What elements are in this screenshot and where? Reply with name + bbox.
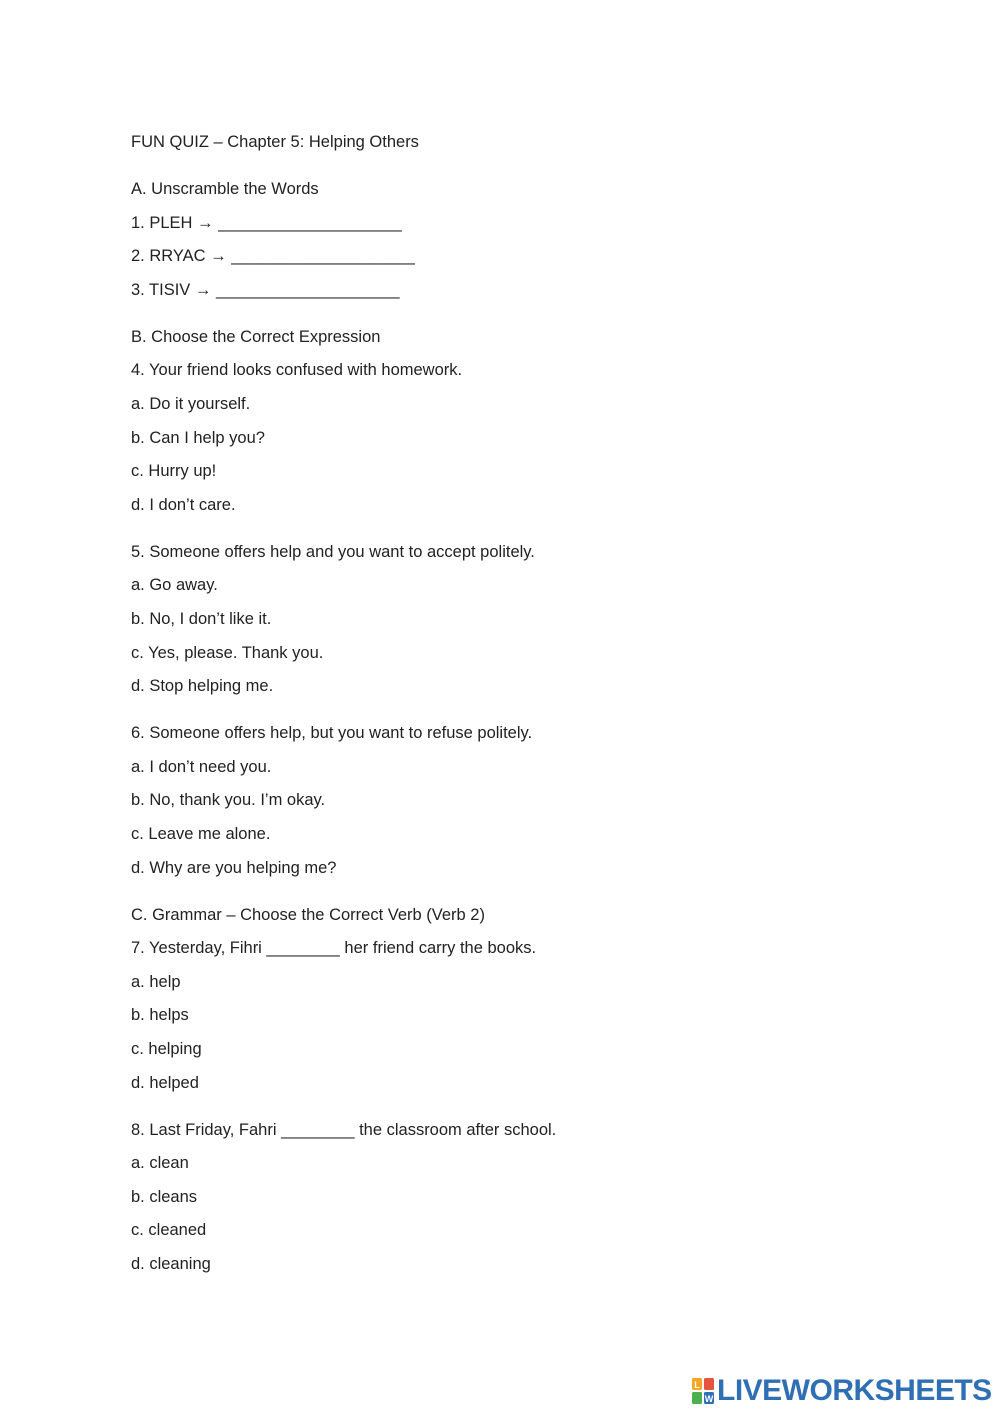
- question-4-prompt: 4. Your friend looks confused with homework.: [131, 361, 463, 379]
- question-5-option-b: b. No, I don’t like it.: [131, 610, 272, 628]
- question-6-option-d: d. Why are you helping me?: [131, 859, 337, 877]
- question-8-option-d: d. cleaning: [131, 1255, 211, 1273]
- question-5-prompt: 5. Someone offers help and you want to accept politely.: [131, 543, 535, 561]
- question-4-option-b: b. Can I help you?: [131, 429, 265, 447]
- question-4-option-c: c. Hurry up!: [131, 462, 217, 480]
- question-8-option-c: c. cleaned: [131, 1221, 207, 1239]
- section-c-heading: C. Grammar – Choose the Correct Verb (Verb 2): [131, 906, 485, 924]
- unscramble-item-1: 1. PLEH → ____________________: [131, 214, 402, 232]
- logo-mark-letter-l: L: [694, 1380, 700, 1390]
- question-6-option-c: c. Leave me alone.: [131, 825, 271, 843]
- question-7-prompt: 7. Yesterday, Fihri ________ her friend carry the books.: [131, 939, 537, 957]
- question-4-option-d: d. I don’t care.: [131, 496, 236, 514]
- question-8-option-b: b. cleans: [131, 1188, 198, 1206]
- question-8-prompt: 8. Last Friday, Fahri ________ the classroom after school.: [131, 1121, 557, 1139]
- question-6-option-b: b. No, thank you. I’m okay.: [131, 791, 326, 809]
- section-b-heading: B. Choose the Correct Expression: [131, 328, 381, 346]
- logo-mark-letter-w: W: [704, 1394, 714, 1404]
- unscramble-item-2: 2. RRYAC → ____________________: [131, 247, 415, 265]
- question-6-option-a: a. I don’t need you.: [131, 758, 272, 776]
- question-6-prompt: 6. Someone offers help, but you want to refuse politely.: [131, 724, 533, 742]
- question-5-option-c: c. Yes, please. Thank you.: [131, 644, 324, 662]
- liveworksheets-logo: [692, 1374, 992, 1408]
- question-5-option-d: d. Stop helping me.: [131, 677, 274, 695]
- question-7-option-a: a. help: [131, 973, 181, 991]
- question-5-option-a: a. Go away.: [131, 576, 218, 594]
- question-4-option-a: a. Do it yourself.: [131, 395, 251, 413]
- question-8-option-a: a. clean: [131, 1154, 189, 1172]
- unscramble-item-3: 3. TISIV → ____________________: [131, 281, 400, 299]
- page-title: FUN QUIZ – Chapter 5: Helping Others: [131, 133, 419, 151]
- question-7-option-b: b. helps: [131, 1006, 189, 1024]
- section-a-heading: A. Unscramble the Words: [131, 180, 319, 198]
- liveworksheets-logo-text: LIVEWORKSHEETS: [717, 1374, 992, 1407]
- liveworksheets-logo-icon: [692, 1378, 714, 1404]
- question-7-option-c: c. helping: [131, 1040, 202, 1058]
- question-7-option-d: d. helped: [131, 1074, 199, 1092]
